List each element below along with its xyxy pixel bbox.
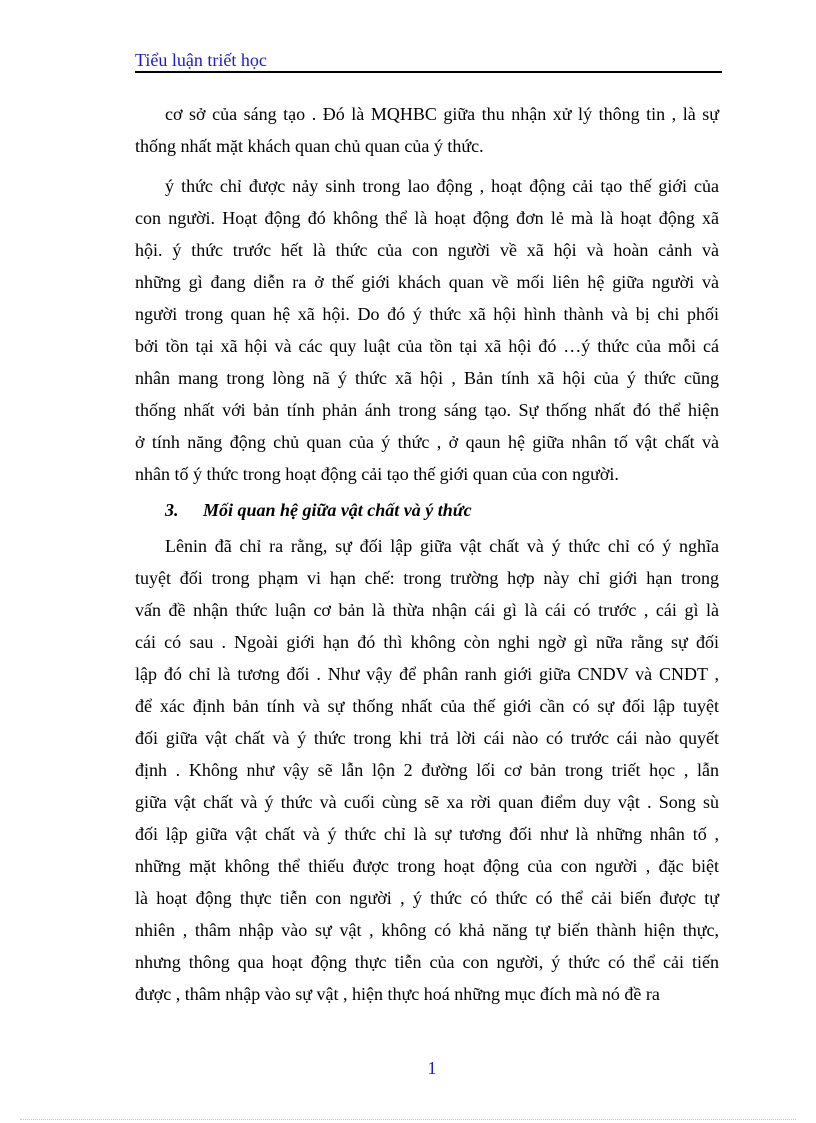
section-title: Mối quan hệ giữa vật chất và ý thức bbox=[203, 500, 472, 520]
text-line: tuyệt đối trong phạm vi hạn chế: trong trường hợp này chỉ giới hạn trong bbox=[135, 568, 719, 588]
text-line: nhiên , thâm nhập vào sự vật , không có khả năng tự biến thành hiện thực, bbox=[135, 920, 719, 940]
document-body bbox=[135, 98, 719, 1010]
text-line: nhân tố ý thức trong hoạt động cải tạo thế giới quan của con người. bbox=[135, 464, 619, 484]
paragraph-1 bbox=[135, 98, 719, 162]
text-line: con người. Hoạt động đó không thể là hoạt động đơn lẻ mà là hoạt động xã bbox=[135, 208, 719, 228]
page-number: 1 bbox=[427, 1058, 437, 1078]
text-line: nhưng thông qua hoạt động thực tiễn của con người, ý thức có thể cải tiến bbox=[135, 952, 719, 972]
text-line: để xác định bản tính và sự thống nhất của thế giới cần có sự đối lập tuyệt bbox=[135, 696, 719, 716]
section-heading bbox=[135, 494, 719, 526]
text-line: những gì đang diễn ra ở thế giới khách quan về mối liên hệ giữa người và bbox=[135, 272, 719, 292]
text-line: được , thâm nhập vào sự vật , hiện thực hoá những mục đích mà nó đề ra bbox=[135, 984, 660, 1004]
header-divider bbox=[135, 71, 722, 73]
page-header-title: Tiểu luận triết học bbox=[135, 50, 267, 70]
text-line: thống nhất mặt khách quan chủ quan của ý thức. bbox=[135, 136, 484, 156]
text-line: vấn đề nhận thức luận cơ bản là thừa nhận cái gì là cái có trước , cái gì là bbox=[135, 600, 719, 620]
text-line: lập đó chỉ là tương đối . Như vậy để phân ranh giới giữa CNDV và CNDT , bbox=[135, 664, 719, 684]
text-line: ý thức chỉ được nảy sinh trong lao động , hoạt động cải tạo thế giới của bbox=[165, 176, 719, 196]
text-line: Lênin đã chỉ ra rằng, sự đối lập giữa vật chất và ý thức chỉ có ý nghĩa bbox=[165, 536, 719, 556]
text-line: đối giữa vật chất và ý thức trong khi trả lời cái nào có trước cái nào quyết bbox=[135, 728, 719, 748]
section-number: 3. bbox=[165, 500, 179, 520]
text-line: giữa vật chất và ý thức và cuối cùng sẽ xa rời quan điểm duy vật . Song sù bbox=[135, 792, 719, 812]
text-line: định . Không như vậy sẽ lẫn lộn 2 đường lối cơ bản trong triết học , lẫn bbox=[135, 760, 719, 780]
text-line: cơ sở của sáng tạo . Đó là MQHBC giữa thu nhận xử lý thông tin , là sự bbox=[165, 104, 719, 124]
paragraph-3 bbox=[135, 530, 719, 1010]
text-line: cái có sau . Ngoài giới hạn đó thì không còn nghi ngờ gì nữa rằng sự đối bbox=[135, 632, 719, 652]
page-bottom-dotted-border bbox=[20, 1119, 796, 1120]
text-line: hội. ý thức trước hết là thức của con người về xã hội và hoàn cảnh và bbox=[135, 240, 719, 260]
text-line: thống nhất với bản tính phản ánh trong sáng tạo. Sự thống nhất đó thể hiện bbox=[135, 400, 719, 420]
text-line: ở tính năng động chủ quan của ý thức , ở qaun hệ giữa nhân tố vật chất và bbox=[135, 432, 719, 452]
text-line: là hoạt động thực tiễn con người , ý thức có thức có thể cải biến được tự bbox=[135, 888, 719, 908]
text-line: người trong quan hệ xã hội. Do đó ý thức xã hội hình thành và bị chi phối bbox=[135, 304, 719, 324]
text-line: nhân mang trong lòng nã ý thức xã hội , Bản tính xã hội của ý thức cũng bbox=[135, 368, 719, 388]
paragraph-2 bbox=[135, 170, 719, 490]
text-line: những mặt không thể thiếu được trong hoạt động của con người , đặc biệt bbox=[135, 856, 719, 876]
text-line: đối lập giữa vật chất và ý thức chỉ là sự tương đối như là những nhân tố , bbox=[135, 824, 719, 844]
text-line: bởi tồn tại xã hội và các quy luật của tồn tại xã hội đó …ý thức của mỗi cá bbox=[135, 336, 719, 356]
